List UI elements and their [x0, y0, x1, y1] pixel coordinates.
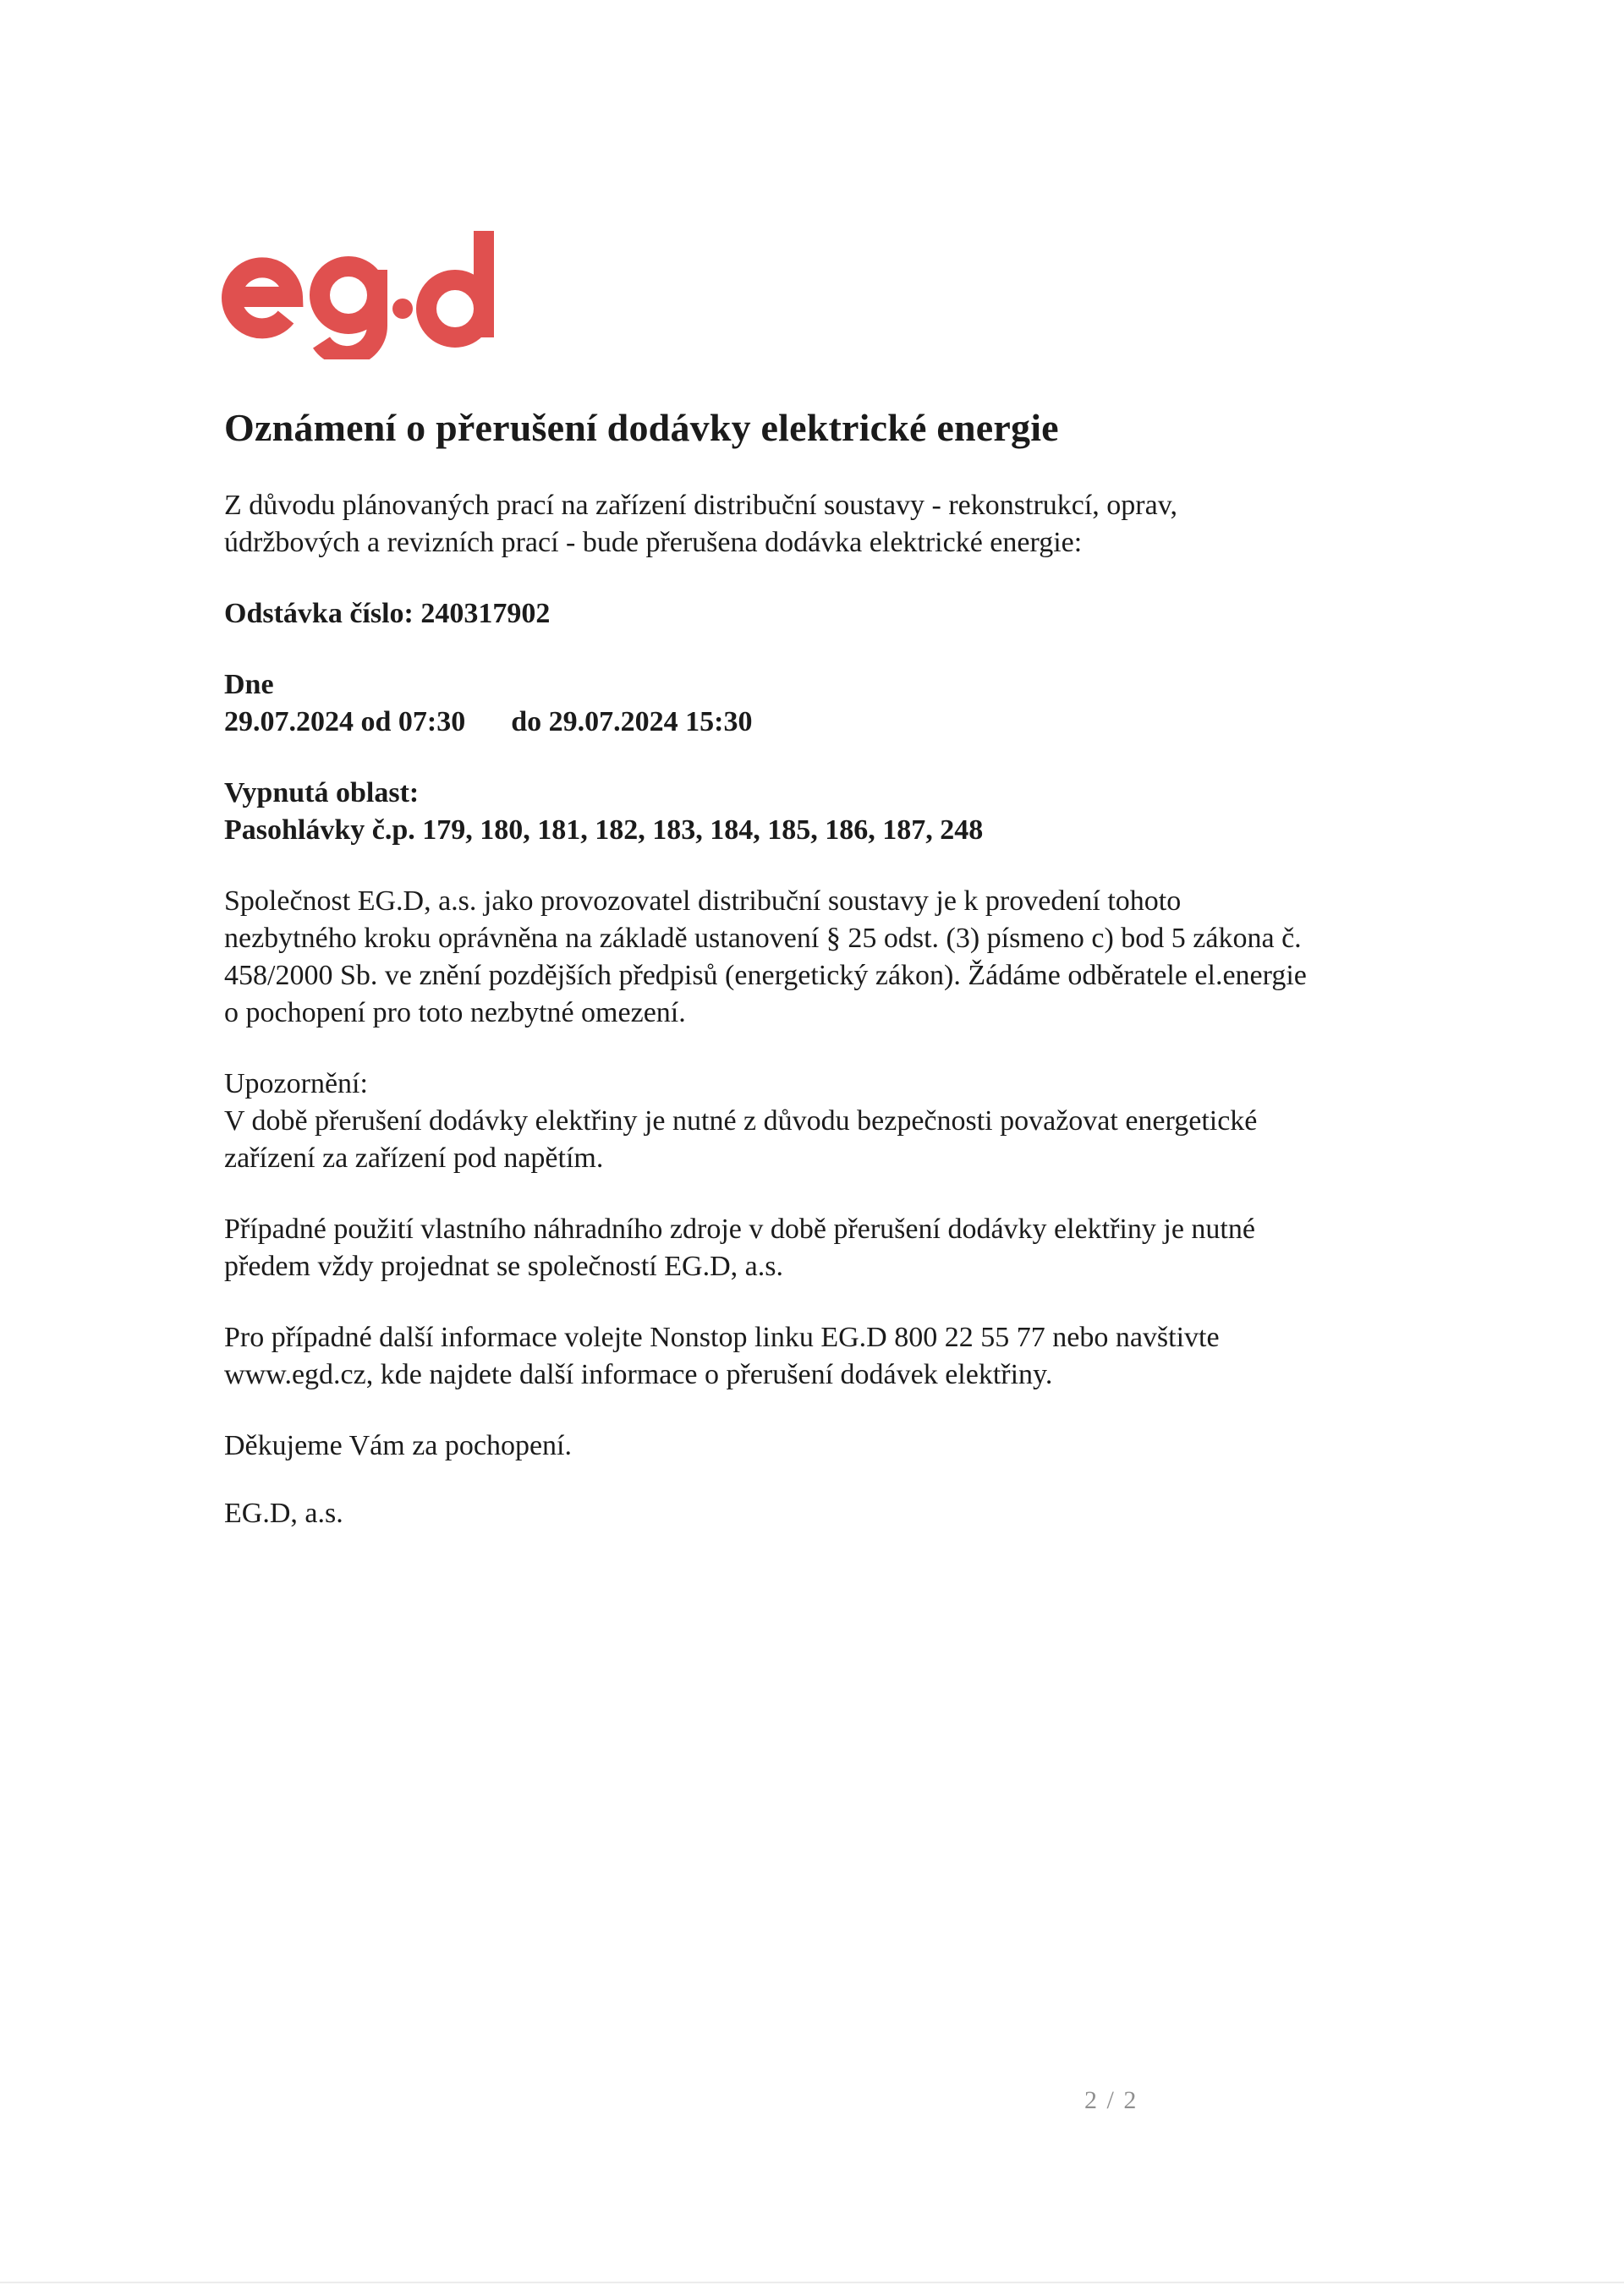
outage-number: Odstávka číslo: 240317902 [224, 598, 551, 630]
info-line: www.egd.cz, kde najdete další informace o přerušení dodávek elektřiny. [224, 1359, 1053, 1391]
scan-edge-line [0, 2282, 1624, 2283]
date-to: do 29.07.2024 15:30 [511, 706, 753, 738]
info-paragraph [224, 1319, 1425, 1394]
intro-line: údržbových a revizních prací - bude přerušena dodávka elektrické energie: [224, 527, 1083, 559]
legal-line: nezbytného kroku oprávněna na základě ustanovení § 25 odst. (3) písmeno c) bod 5 zákona č. [224, 923, 1302, 955]
document-title: Oznámení o přerušení dodávky elektrické energie [224, 406, 1059, 449]
legal-paragraph [224, 883, 1425, 1032]
intro-line: Z důvodu plánovaných prací na zařízení distribuční soustavy - rekonstrukcí, oprav, [224, 490, 1178, 522]
legal-line: o pochopení pro toto nezbytné omezení. [224, 997, 686, 1029]
page-number: 2 / 2 [1084, 2086, 1138, 2114]
date-from: 29.07.2024 od 07:30 [224, 706, 466, 738]
outage-area [224, 775, 1425, 849]
area-label: Vypnutá oblast: [224, 777, 420, 809]
backup-source-paragraph [224, 1211, 1425, 1285]
document-body [224, 404, 1425, 1532]
date-label: Dne [224, 669, 274, 701]
warning-label: Upozornění: [224, 1068, 368, 1100]
warning-line: V době přerušení dodávky elektřiny je nutné z důvodu bezpečnosti považovat energetické [224, 1105, 1258, 1137]
backup-line: předem vždy projednat se společností EG.D, a.s. [224, 1251, 783, 1283]
legal-line: Společnost EG.D, a.s. jako provozovatel distribuční soustavy je k provedení tohoto [224, 885, 1182, 918]
backup-line: Případné použití vlastního náhradního zdroje v době přerušení dodávky elektřiny je nutné [224, 1214, 1255, 1246]
info-line: Pro případné další informace volejte Nonstop linku EG.D 800 22 55 77 nebo navštivte [224, 1322, 1220, 1354]
area-value: Pasohlávky č.p. 179, 180, 181, 182, 183, 184, 185, 186, 187, 248 [224, 814, 984, 847]
legal-line: 458/2000 Sb. ve znění pozdějších předpisů (energetický zákon). Žádáme odběratele el.energie [224, 960, 1307, 992]
outage-date [224, 666, 1425, 741]
signature: EG.D, a.s. [224, 1498, 343, 1530]
thanks-text: Děkujeme Vám za pochopení. [224, 1430, 573, 1462]
warning-paragraph [224, 1066, 1425, 1177]
intro-paragraph [224, 487, 1425, 562]
warning-line: zařízení za zařízení pod napětím. [224, 1143, 604, 1175]
egd-logo [211, 224, 499, 359]
